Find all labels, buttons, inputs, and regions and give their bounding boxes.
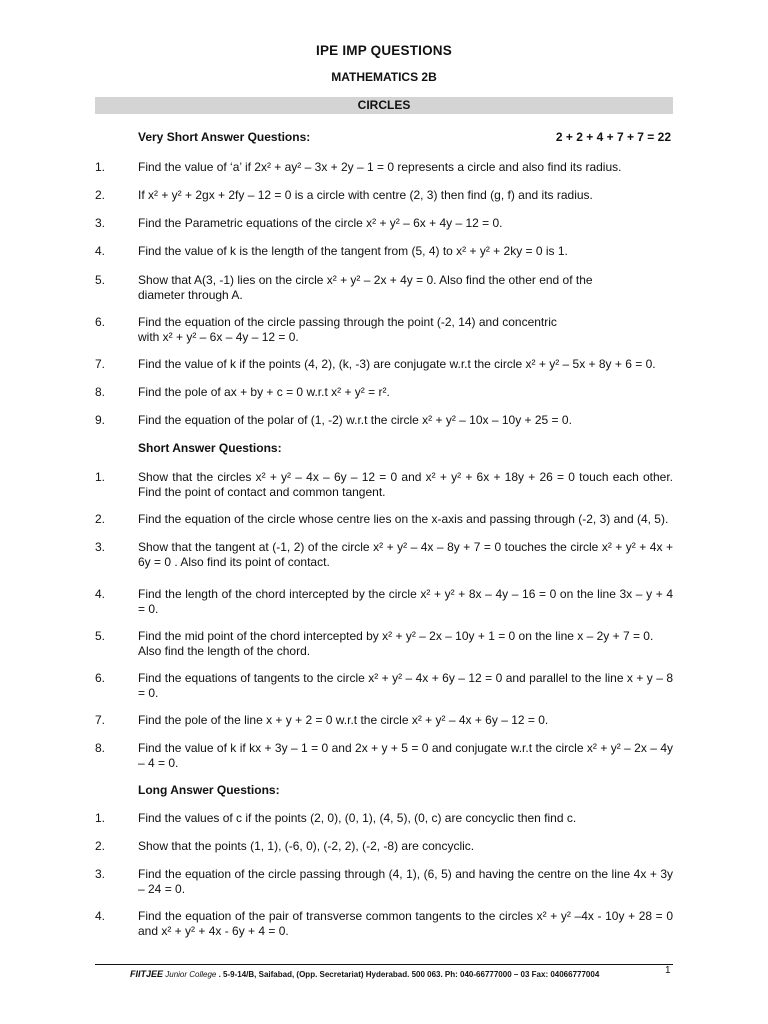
question-text: Show that the tangent at (-1, 2) of the circle x² + y² – 4x – 8y + 7 = 0 touches the circle x² + y² + 4x + 6y = 0 . Also find its point of contact. bbox=[138, 540, 673, 569]
question-text: Find the length of the chord intercepted by the circle x² + y² + 8x – 4y – 16 = 0 on the line 3x – y + 4 = 0. bbox=[138, 587, 673, 616]
question-number: 8. bbox=[95, 385, 106, 399]
question-number: 4. bbox=[95, 244, 106, 258]
question-text: Find the value of k if the points (4, 2), (k, -3) are conjugate w.r.t the circle x² + y² – 5x + 8y + 6 = 0. bbox=[138, 357, 656, 371]
question-number: 6. bbox=[95, 315, 106, 329]
question-text: Show that the circles x² + y² – 4x – 6y – 12 = 0 and x² + y² + 6x + 18y + 26 = 0 touch each other. Find the point of contact and common tangent. bbox=[138, 470, 673, 499]
question-number: 3. bbox=[95, 216, 106, 230]
question-text: Find the Parametric equations of the circle x² + y² – 6x + 4y – 12 = 0. bbox=[138, 216, 503, 230]
question-text: Find the values of c if the points (2, 0), (0, 1), (4, 5), (0, c) are concyclic then find c. bbox=[138, 811, 577, 825]
question-number: 1. bbox=[95, 811, 106, 825]
question-number: 9. bbox=[95, 413, 106, 427]
footer-college: Junior College bbox=[163, 970, 217, 979]
question-text: Find the equation of the circle passing through (4, 1), (6, 5) and having the centre on the line 4x + 3y – 24 = 0. bbox=[138, 867, 673, 896]
question-text: Find the equations of tangents to the circle x² + y² – 4x + 6y – 12 = 0 and parallel to the line x + y – 8 = 0. bbox=[138, 671, 673, 700]
question-text: Find the equation of the circle whose centre lies on the x-axis and passing through (-2, 3) and (4, 5). bbox=[138, 512, 669, 526]
question-text: Find the value of k if kx + 3y – 1 = 0 and 2x + y + 5 = 0 and conjugate w.r.t the circle x² + y² – 2x – 4y – 4 = 0. bbox=[138, 741, 673, 770]
question-number: 1. bbox=[95, 160, 106, 174]
footer-brand: FIITJEE bbox=[130, 969, 164, 979]
question-number: 1. bbox=[95, 470, 106, 484]
question-text: Find the value of ‘a’ if 2x² + ay² – 3x + 2y – 1 = 0 represents a circle and also find its radius. bbox=[138, 160, 622, 174]
laq-heading: Long Answer Questions: bbox=[138, 783, 280, 797]
question-number: 3. bbox=[95, 867, 106, 881]
question-text: Find the equation of the pair of transverse common tangents to the circles x² + y² –4x - 10y + 28 = 0 and x² + y² + 4x - 6y + 4 = 0. bbox=[138, 909, 673, 938]
chapter-band: CIRCLES bbox=[95, 97, 673, 114]
question-number: 8. bbox=[95, 741, 106, 755]
footer-rule bbox=[95, 964, 673, 965]
question-number: 2. bbox=[95, 512, 106, 526]
question-number: 5. bbox=[95, 629, 106, 643]
footer-contact: . 5-9-14/B, Saifabad, (Opp. Secretariat) Hyderabad. 500 063. Ph: 040-66777000 – 03 Fax: 04066777004 bbox=[216, 970, 600, 979]
question-number: 4. bbox=[95, 909, 106, 923]
question-number: 2. bbox=[95, 839, 106, 853]
question-text: Show that the points (1, 1), (-6, 0), (-2, 2), (-2, -8) are concyclic. bbox=[138, 839, 475, 853]
question-text: Find the pole of ax + by + c = 0 w.r.t x² + y² = r². bbox=[138, 385, 390, 399]
vsaq-heading: Very Short Answer Questions: bbox=[138, 130, 311, 144]
question-number: 5. bbox=[95, 273, 106, 287]
marks-summary: 2 + 2 + 4 + 7 + 7 = 22 bbox=[555, 130, 671, 144]
question-number: 6. bbox=[95, 671, 106, 685]
document-title: IPE IMP QUESTIONS bbox=[316, 43, 452, 58]
footer-address bbox=[130, 969, 599, 979]
page-number: 1 bbox=[665, 965, 671, 976]
subject-title: MATHEMATICS 2B bbox=[331, 70, 437, 84]
question-number: 7. bbox=[95, 713, 106, 727]
question-number: 4. bbox=[95, 587, 106, 601]
question-text: If x² + y² + 2gx + 2fy – 12 = 0 is a circle with centre (2, 3) then find (g, f) and its radius. bbox=[138, 188, 593, 202]
question-text: Find the pole of the line x + y + 2 = 0 w.r.t the circle x² + y² – 4x + 6y – 12 = 0. bbox=[138, 713, 549, 727]
saq-heading: Short Answer Questions: bbox=[138, 441, 282, 455]
question-text: Find the mid point of the chord intercepted by x² + y² – 2x – 10y + 1 = 0 on the line x – 2y + 7 = 0. Also find the length of the chord. bbox=[138, 629, 654, 658]
question-text: Find the value of k is the length of the tangent from (5, 4) to x² + y² + 2ky = 0 is 1. bbox=[138, 244, 568, 258]
question-number: 2. bbox=[95, 188, 106, 202]
question-number: 3. bbox=[95, 540, 106, 554]
question-number: 7. bbox=[95, 357, 106, 371]
question-text: Find the equation of the polar of (1, -2) w.r.t the circle x² + y² – 10x – 10y + 25 = 0. bbox=[138, 413, 572, 427]
question-text: Find the equation of the circle passing through the point (-2, 14) and concentric with x² + y² – 6x – 4y – 12 = 0. bbox=[138, 315, 557, 344]
question-text: Show that A(3, -1) lies on the circle x² + y² – 2x + 4y = 0. Also find the other end of the diameter through A. bbox=[138, 273, 593, 302]
